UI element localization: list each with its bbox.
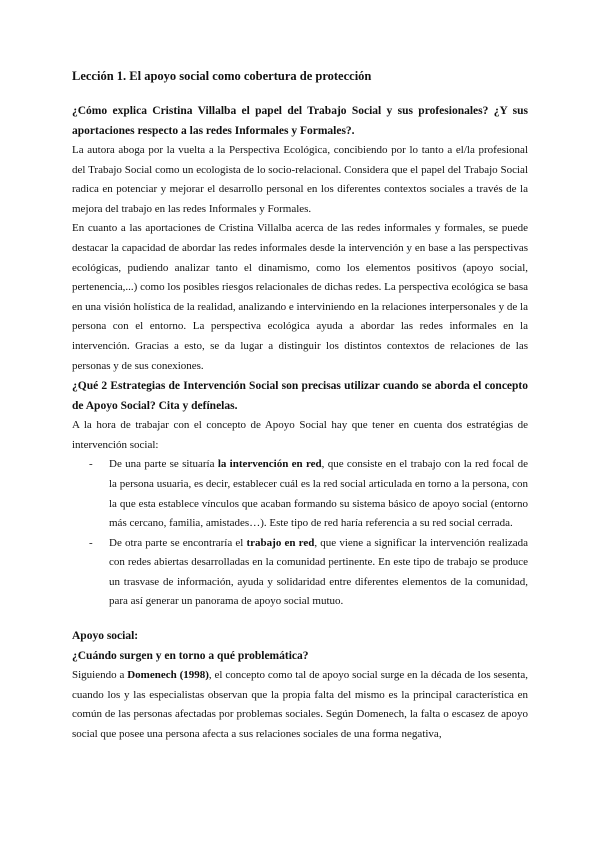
strategies-list: [72, 455, 528, 612]
list-item: [72, 455, 528, 533]
document-page: [72, 66, 528, 744]
paragraph-text: , el concepto como tal de apoyo social surge en la década de los sesenta, cuando los y las especialistas observan que la propia falta del mismo es la principal característica en común de las personas afectadas por problemas sociales. Según Domenech, la falta o escasez de apoyo social que posee una persona afecta a sus relaciones sociales de una forma negativa,: [72, 669, 528, 740]
spacer: [72, 612, 528, 626]
list-text: , que consiste en el trabajo con la red focal de la persona usuaria, es decir, establecer cuál es la red social articulada en torno a la persona, con la que esta establece vínculos que acaban formando su sistema básico de apoyo social (entorno más cercano, familia, amistades…). Este tipo de red haría referencia a su red social cerrada.: [109, 458, 528, 530]
lesson-title: Lección 1. El apoyo social como cobertura de protección: [72, 69, 372, 83]
list-item: [72, 534, 528, 612]
list-dash: -: [89, 536, 93, 549]
citation: Domenech (1998): [127, 669, 209, 682]
paragraph-1: La autora aboga por la vuelta a la Perspectiva Ecológica, concibiendo por lo tanto a el/la profesional del Trabajo Social como un ecologista de lo socio-relacional. Considera que el papel del Trabajo Social radica en potenciar y mejorar el desarrollo personal en los diferentes contextos sociales a través de la mejora del trabajo en las redes Informales y Formales.: [72, 144, 528, 215]
list-text: , que viene a significar la intervención realizada con redes abiertas desarrolladas en la comunidad pertinente. En este tipo de trabajo se produce un trasvase de información, ayuda y solidaridad entre diferentes elementos de la comunidad, para así generar un panorama de apoyo social mutuo.: [109, 536, 529, 608]
paragraph-4: [72, 666, 528, 744]
list-bold-term: trabajo en red: [246, 536, 315, 549]
question-3: ¿Cuándo surgen y en torno a qué problemática?: [72, 650, 309, 663]
paragraph-text: Siguiendo a: [72, 669, 128, 682]
list-text: De otra parte se encontraría el: [109, 536, 247, 549]
paragraph-2: En cuanto a las aportaciones de Cristina Villalba acerca de las redes informales y formales, se puede destacar la capacidad de abordar las redes informales desde la intervención y en base a las perspectivas ecológicas, pudiendo analizar tanto el dinamismo, como los elementos positivos (apoyo social, pertenencia,...) como los posibles riesgos relacionales de dichas redes. La perspectiva ecológica se basa en una visión holística de la realidad, analizando e interviniendo en la relaciones interpersonales y de la persona con el entorno. La perspectiva ecológica ayuda a abordar las redes informales en la intervención. Gracias a esto, se da lugar a distinguir los distintos contextos de relaciones de las personas y de sus conexiones.: [72, 222, 528, 372]
question-2: ¿Qué 2 Estrategias de Intervención Social son precisas utilizar cuando se aborda el concepto de Apoyo Social? Cita y defínelas.: [72, 380, 528, 413]
section-heading: Apoyo social:: [72, 630, 139, 643]
paragraph-3: A la hora de trabajar con el concepto de Apoyo Social hay que tener en cuenta dos estratégias de intervención social:: [72, 419, 528, 451]
list-text: De una parte se situaría: [109, 458, 218, 471]
question-1: ¿Cómo explica Cristina Villalba el papel del Trabajo Social y sus profesionales? ¿Y sus aportaciones respecto a las redes Informales y Formales?.: [72, 105, 528, 137]
list-bold-term: la intervención en red: [217, 458, 322, 471]
list-dash: -: [89, 458, 93, 471]
